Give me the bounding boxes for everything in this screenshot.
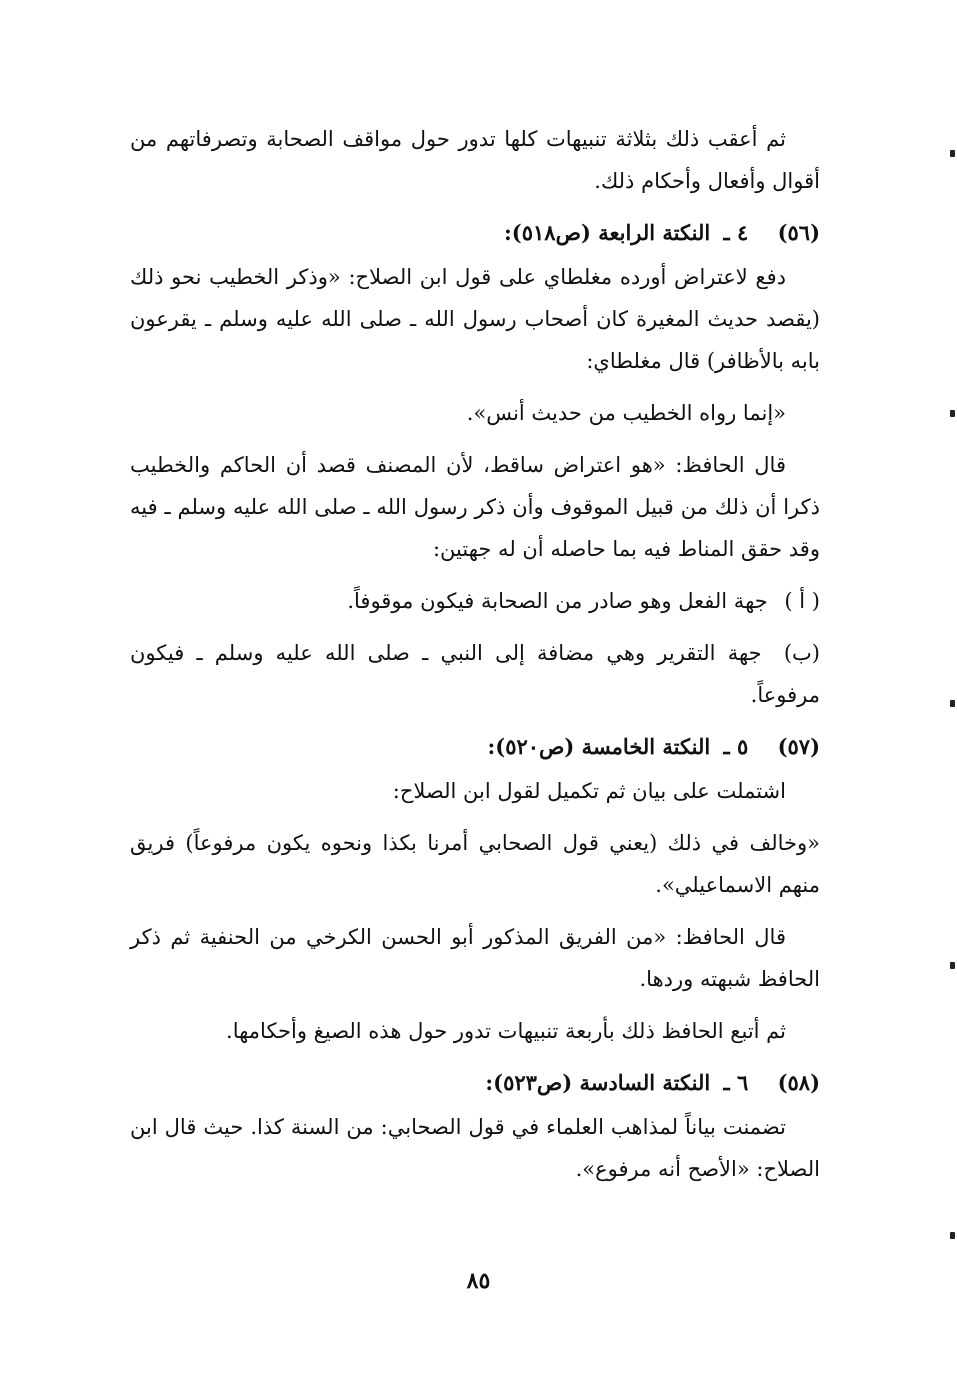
section-index: ٦ ـ [723,1070,749,1095]
list-item-text: جهة التقرير وهي مضافة إلى النبي ـ صلى الله عليه وسلم ـ فيكون مرفوعاً. [130,641,820,707]
list-marker: ( أ ) [784,589,820,613]
section-heading-58 [130,1062,820,1104]
scan-edge-mark [950,700,955,707]
scan-edge-mark [950,1232,955,1239]
section-heading-57 [130,726,820,768]
paragraph: تضمنت بياناً لمذاهب العلماء في قول الصحابي: من السنة كذا. حيث قال ابن الصلاح: «الأصح أنه مرفوع». [130,1115,820,1181]
section-number: (٥٧) [777,734,820,759]
quote-paragraph: «وخالف في ذلك (يعني قول الصحابي أمرنا بكذا ونحوه يكون مرفوعاً) فريق منهم الاسماعيلي». [130,831,820,897]
list-item-a [130,580,820,622]
list-marker: (ب) [783,641,820,665]
scan-edge-mark [950,962,955,969]
paragraph: اشتملت على بيان ثم تكميل لقول ابن الصلاح: [392,779,786,803]
section-heading-56 [130,212,820,254]
paragraph: ثم أعقب ذلك بثلاثة تنبيهات كلها تدور حول مواقف الصحابة وتصرفاتهم من أقوال وأفعال وأحكام ذلك. [130,127,820,193]
scan-edge-mark [950,150,955,157]
list-item-text: جهة الفعل وهو صادر من الصحابة فيكون موقوفاً. [347,589,768,613]
section-number: (٥٨) [777,1070,820,1095]
paragraph: قال الحافظ: «من الفريق المذكور أبو الحسن الكرخي من الحنفية ثم ذكر الحافظ شبهته وردها. [130,925,820,991]
section-title: النكتة الخامسة (ص٥٢٠): [487,734,711,759]
section-title: النكتة السادسة (ص٥٢٣): [485,1070,711,1095]
page-body [130,118,820,1200]
quote-paragraph: «إنما رواه الخطيب من حديث أنس». [466,401,786,425]
list-item-b [130,632,820,716]
scan-edge-mark [950,410,955,417]
paragraph: قال الحافظ: «هو اعتراض ساقط، لأن المصنف قصد أن الحاكم والخطيب ذكرا أن ذلك من قبيل الموقوف وأن ذكر رسول الله ـ صلى الله عليه وسلم ـ فيه وقد حقق المناط فيه بما حاصله أن له جهتين: [130,453,820,561]
paragraph: دفع لاعتراض أورده مغلطاي على قول ابن الصلاح: «وذكر الخطيب نحو ذلك (يقصد حديث المغيرة كان أصحاب رسول الله ـ صلى الله عليه وسلم ـ يقرعون بابه بالأظافر) قال مغلطاي: [130,265,820,373]
section-index: ٥ ـ [723,734,749,759]
section-title: النكتة الرابعة (ص٥١٨): [504,220,711,245]
section-index: ٤ ـ [723,220,749,245]
section-number: (٥٦) [777,220,820,245]
page-number: ٨٥ [466,1268,491,1294]
paragraph: ثم أتبع الحافظ ذلك بأربعة تنبيهات تدور حول هذه الصيغ وأحكامها. [226,1019,786,1043]
